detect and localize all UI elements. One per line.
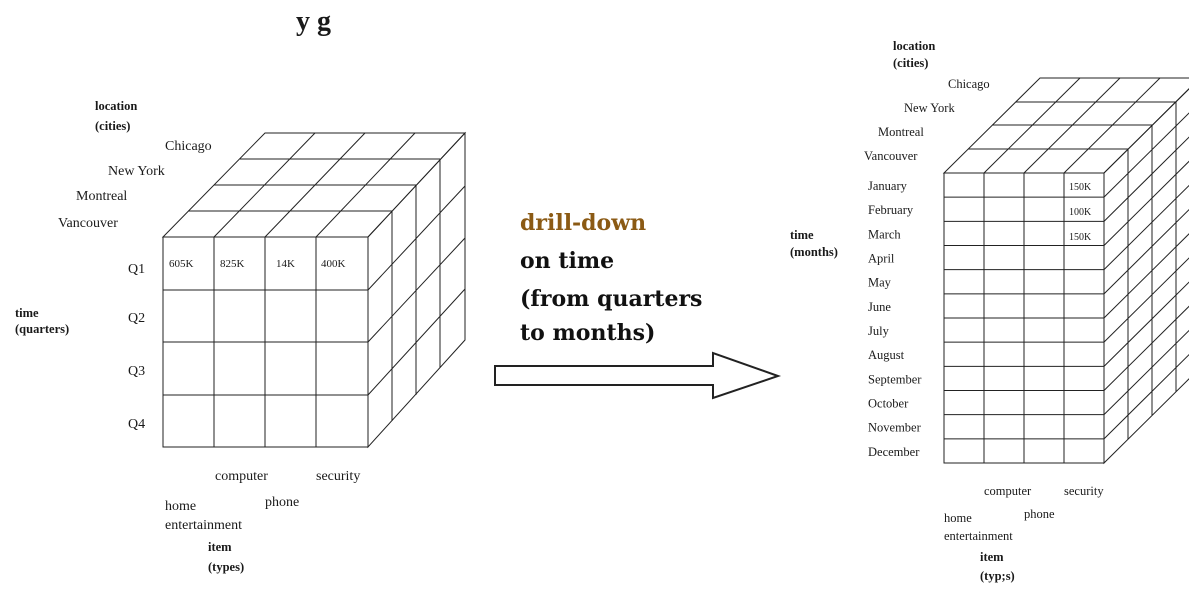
left-item-home: home [165, 499, 197, 514]
right-location-axis-sublabel: (cities) [893, 56, 929, 70]
month-label-january: January [868, 179, 907, 193]
right-city-new-york: New York [904, 101, 955, 115]
left-item-security: security [316, 469, 361, 484]
left-location-axis-sublabel: (cities) [95, 119, 131, 133]
right-cell-january-security: 150K [1069, 182, 1092, 193]
left-cell-q1-computer: 825K [220, 258, 245, 270]
right-city-vancouver: Vancouver [864, 149, 918, 163]
left-city-chicago: Chicago [165, 139, 212, 154]
left-city-vancouver: Vancouver [58, 216, 118, 231]
drill-line-2: (from quarters [520, 286, 703, 312]
left-item-entertainment: entertainment [165, 518, 242, 533]
left-cell-q1-phone: 14K [276, 258, 295, 270]
right-cell-march-security: 150K [1069, 232, 1092, 243]
left-item-phone: phone [265, 495, 300, 510]
left-city-montreal: Montreal [76, 189, 128, 204]
left-city-new-york: New York [108, 164, 165, 179]
drill-down-label: drill-down [520, 210, 647, 236]
month-label-may: May [868, 275, 891, 290]
right-time-axis-sublabel: (months) [790, 245, 838, 259]
left-quarter-q1: Q1 [128, 262, 146, 277]
right-item-axis-sublabel: (typ;s) [980, 569, 1015, 583]
right-item-computer: computer [984, 484, 1032, 498]
left-time-axis-sublabel: (quarters) [15, 322, 70, 336]
left-quarter-q3: Q3 [128, 364, 146, 379]
right-item-entertainment: entertainment [944, 529, 1013, 543]
month-labels [868, 179, 922, 459]
month-label-july: July [868, 324, 889, 338]
right-cube [944, 78, 1189, 463]
left-item-computer: computer [215, 469, 268, 484]
left-quarter-q4: Q4 [128, 417, 146, 432]
left-cell-q1-security: 400K [321, 258, 346, 270]
left-item-axis-sublabel: (types) [208, 560, 245, 574]
month-label-august: August [868, 348, 905, 363]
drill-line-1: on time [520, 248, 615, 274]
right-time-axis-label: time [790, 228, 814, 242]
month-label-december: December [868, 444, 920, 459]
month-label-april: April [868, 251, 895, 266]
left-location-axis-label: location [95, 99, 138, 113]
left-cube [163, 133, 465, 447]
right-item-security: security [1064, 484, 1104, 498]
month-label-october: October [868, 396, 909, 411]
drill-line-3: to months) [520, 320, 656, 346]
right-item-axis-label: item [980, 550, 1004, 564]
month-label-november: November [868, 420, 921, 435]
right-item-phone: phone [1024, 507, 1055, 521]
left-time-axis-label: time [15, 306, 39, 320]
right-location-axis-label: location [893, 39, 936, 53]
left-item-axis-label: item [208, 540, 232, 554]
right-item-home: home [944, 511, 972, 525]
right-city-chicago: Chicago [948, 77, 990, 91]
left-quarter-q2: Q2 [128, 311, 146, 326]
drill-arrow [495, 353, 778, 398]
right-cell-february-security: 100K [1069, 207, 1092, 218]
title-fragment: y g [296, 6, 331, 37]
month-label-february: February [868, 203, 914, 218]
right-city-montreal: Montreal [878, 125, 924, 139]
month-label-september: September [868, 372, 922, 387]
left-cell-q1-home: 605K [169, 258, 194, 270]
month-label-march: March [868, 227, 901, 242]
month-label-june: June [868, 299, 891, 314]
